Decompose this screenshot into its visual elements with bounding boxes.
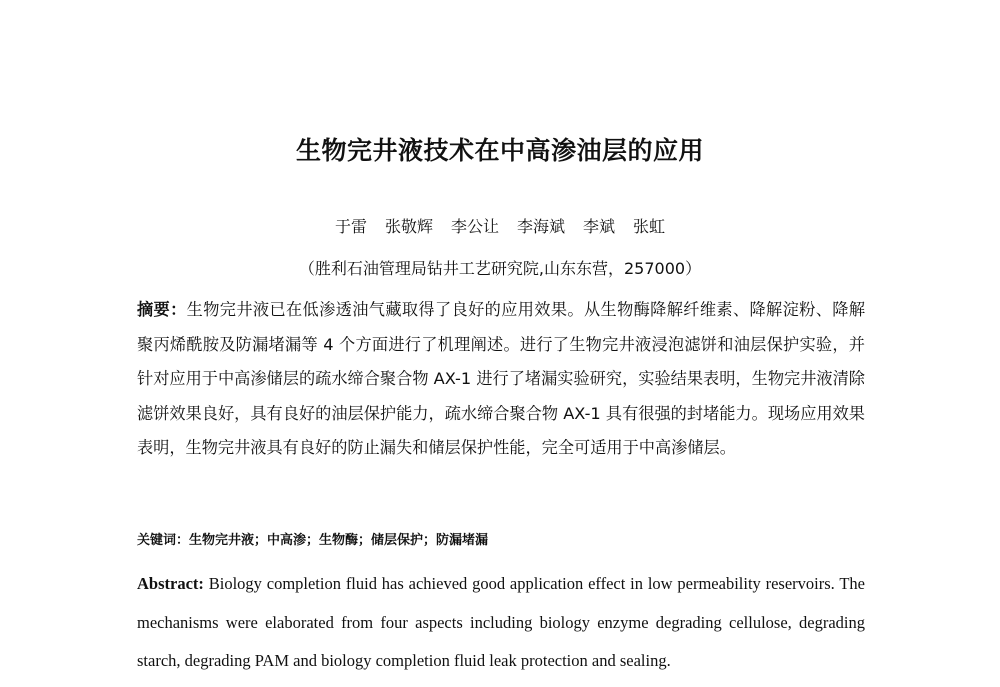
abstract-chinese xyxy=(137,293,865,466)
keywords xyxy=(137,530,865,552)
abstract-chinese-label: 摘要： xyxy=(137,300,187,319)
keywords-label: 关键词： xyxy=(137,533,190,548)
paper-title: 生物完井液技术在中高渗油层的应用 xyxy=(295,136,704,165)
abstract-chinese-text: 生物完井液已在低渗透油气藏取得了良好的应用效果。从生物酶降解纤维素、降解淀粉、降解聚丙烯酰胺及防漏堵漏等 4 个方面进行了机理阐述。进行了生物完井液浸泡滤饼和油层保护实验，并针对应用于中高渗储层的疏水缔合聚合物 AX-1 进行了堵漏实验研究，实验结果表明，生物完井液清除滤饼效果良好，具有良好的油层保护能力，疏水缔合聚合物 AX-1 具有很强的封堵能力。现场应用效果表明，生物完井液具有良好的防止漏失和储层保护性能，完全可适用于中高渗储层。 xyxy=(137,300,866,458)
author-name: 张敬辉 xyxy=(384,217,433,236)
abstract-english xyxy=(137,565,865,681)
author-name: 张虹 xyxy=(633,217,666,236)
abstract-english-text: Biology completion fluid has achieved good application effect in low permeability reservoirs. The mechanisms were elaborated from four aspects including biology enzyme degrading cellulose, degrading starch, degrading PAM and biology completion fluid leak protection and sealing. xyxy=(137,574,865,670)
author-name: 李海斌 xyxy=(517,217,566,236)
author-name: 李公让 xyxy=(450,217,499,236)
keywords-text: 生物完井液；中高渗；生物酶；储层保护；防漏堵漏 xyxy=(189,533,489,548)
abstract-english-label: Abstract: xyxy=(137,574,204,593)
author-affiliation: （胜利石油管理局钻井工艺研究院,山东东营，257000） xyxy=(298,259,702,278)
author-list xyxy=(0,214,1000,240)
author-name: 李斌 xyxy=(583,217,616,236)
author-name: 于雷 xyxy=(334,217,367,236)
